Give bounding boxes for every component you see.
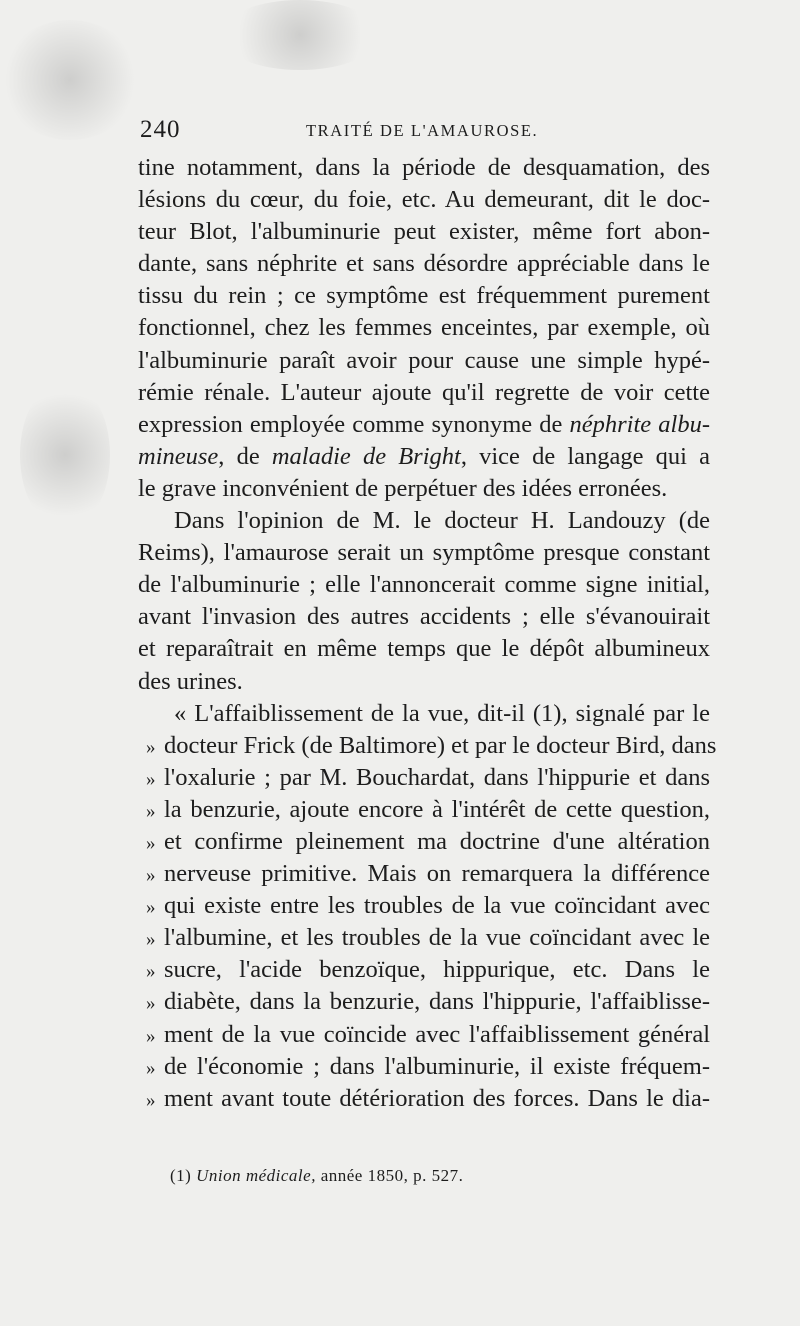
quote-line: [138, 890, 710, 922]
italic-term: néphrite albu-: [569, 410, 710, 438]
quote-line: [138, 794, 710, 826]
text-body: [138, 152, 717, 1115]
text-line: [138, 441, 710, 473]
paper-stain: [0, 20, 140, 140]
italic-term: mineuse: [138, 442, 219, 470]
text-run: ment de la vue coïncide avec l'affaiblissement général: [164, 1020, 710, 1048]
text-line: le grave inconvénient de perpétuer des idées erronées.: [138, 474, 668, 502]
text-line: lésions du cœur, du foie, etc. Au demeurant, dit le doc-: [138, 186, 710, 214]
quote-mark: »: [146, 736, 156, 758]
page-number: 240: [140, 116, 181, 143]
text-run: l'albumine, et les troubles de la vue coïncidant avec le: [164, 924, 710, 952]
text-run: docteur Frick (de Baltimore) et par le docteur Bird, dans: [164, 731, 717, 759]
text-line: [138, 409, 710, 441]
text-run: sucre, l'acide benzoïque, hippurique, etc. Dans le: [164, 956, 710, 984]
running-title: TRAITÉ DE L'AMAUROSE.: [306, 121, 539, 140]
quote-mark: »: [146, 1025, 156, 1047]
quote-mark: »: [146, 993, 156, 1015]
running-head: [138, 112, 710, 152]
text-run: la benzurie, ajoute encore à l'intérêt de cette question,: [164, 795, 710, 823]
text-line: rémie rénale. L'auteur ajoute qu'il regrette de voir cette: [138, 378, 710, 406]
text-line: tissu du rein ; ce symptôme est fréquemment purement: [138, 282, 710, 310]
text-line: Reims), l'amaurose serait un symptôme presque constant: [138, 539, 710, 567]
quote-line: [138, 826, 710, 858]
text-run: l'oxalurie ; par M. Bouchardat, dans l'hippurie et dans: [164, 763, 710, 791]
text-line: Dans l'opinion de M. le docteur H. Landouzy (de: [174, 507, 710, 535]
text-line: et reparaîtrait en même temps que le dépôt albumineux: [138, 635, 710, 663]
quote-mark: »: [146, 929, 156, 951]
quote-line: [138, 730, 717, 762]
quote-line: [138, 858, 710, 890]
quote-line: [138, 954, 710, 986]
book-page: [138, 112, 717, 1185]
quote-mark: »: [146, 961, 156, 983]
text-run: expression employée comme synonyme de: [138, 410, 570, 438]
text-run: diabète, dans la benzurie, dans l'hippurie, l'affaiblisse-: [164, 988, 710, 1016]
quote-line: [138, 986, 710, 1018]
text-run: et confirme pleinement ma doctrine d'une altération: [164, 827, 710, 855]
quote-mark: »: [146, 768, 156, 790]
quote-mark: »: [146, 800, 156, 822]
quote-line: [138, 1019, 710, 1051]
paper-stain: [20, 380, 110, 530]
text-run: , vice de langage qui a: [460, 442, 711, 470]
quote-line: [138, 1083, 710, 1115]
quote-mark: »: [146, 1089, 156, 1111]
quote-mark: »: [146, 897, 156, 919]
quote-mark: »: [146, 832, 156, 854]
footnote-text: année 1850, p. 527.: [315, 1166, 464, 1185]
text-line: de l'albuminurie ; elle l'annoncerait comme signe initial,: [138, 571, 710, 599]
quote-line: « L'affaiblissement de la vue, dit-il (1), signalé par le: [174, 699, 710, 727]
quote-line: [138, 762, 710, 794]
quote-line: [138, 1051, 710, 1083]
text-line: fonctionnel, chez les femmes enceintes, par exemple, où: [138, 314, 710, 342]
text-run: de l'économie ; dans l'albuminurie, il existe fréquem-: [164, 1052, 710, 1080]
footnote: [170, 1166, 463, 1186]
text-line: des urines.: [138, 667, 243, 695]
text-run: qui existe entre les troubles de la vue coïncidant avec: [164, 892, 710, 920]
text-run: nerveuse primitive. Mais on remarquera la différence: [164, 860, 710, 888]
text-line: dante, sans néphrite et sans désordre appréciable dans le: [138, 250, 710, 278]
text-line: tine notamment, dans la période de desquamation, des: [138, 154, 710, 181]
text-run: ment avant toute détérioration des forces. Dans le dia-: [164, 1084, 710, 1112]
quote-mark: »: [146, 1057, 156, 1079]
footnote-marker: (1): [170, 1166, 192, 1185]
text-line: teur Blot, l'albuminurie peut exister, même fort abon-: [138, 218, 710, 246]
paper-stain: [220, 0, 380, 70]
italic-term: maladie de Bright: [271, 442, 461, 470]
footnote-source: Union médicale,: [196, 1166, 316, 1185]
quote-line: [138, 922, 710, 954]
quote-mark: »: [146, 865, 156, 887]
text-line: l'albuminurie paraît avoir pour cause une simple hypé-: [138, 346, 710, 374]
text-line: avant l'invasion des autres accidents ; elle s'évanouirait: [138, 603, 710, 631]
text-run: , de: [218, 442, 272, 470]
